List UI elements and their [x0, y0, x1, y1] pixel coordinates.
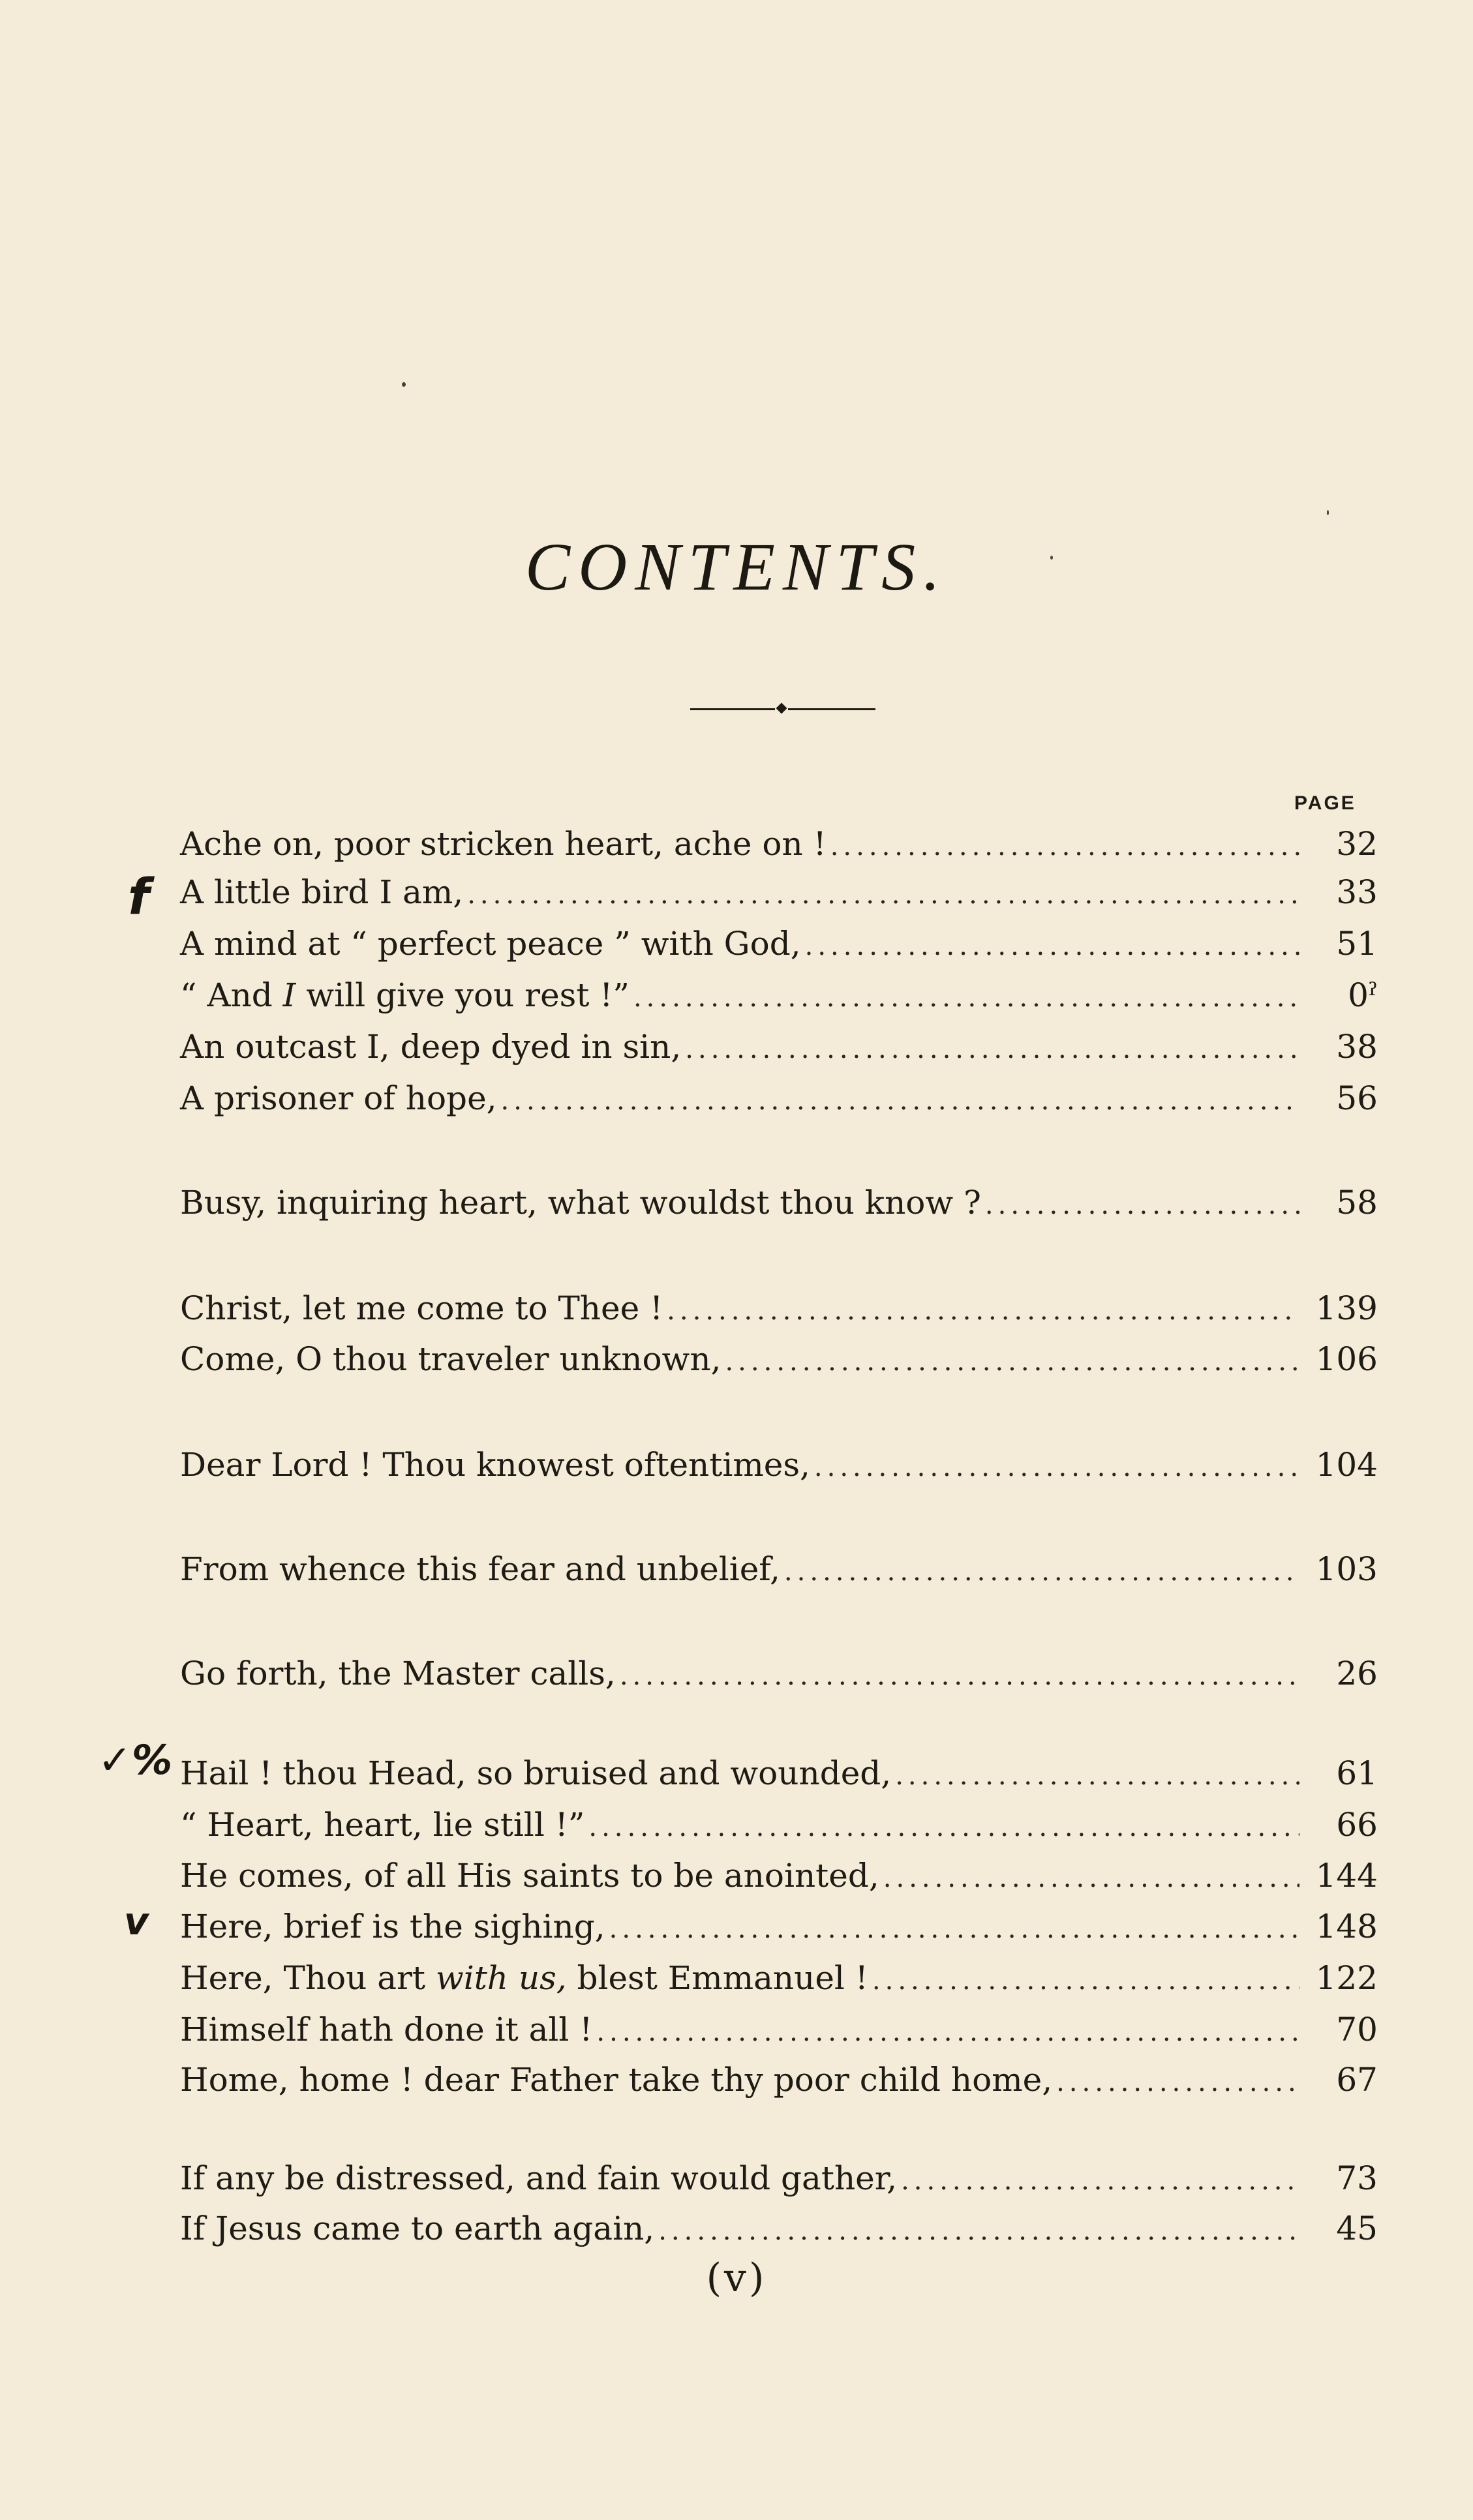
page-folio: (v)	[706, 2255, 767, 2301]
dot-leader	[784, 1552, 1299, 1592]
toc-entry-title: Go forth, the Master calls,	[180, 1655, 616, 1692]
toc-entry	[180, 2158, 1378, 2198]
dot-leader	[467, 875, 1299, 915]
toc-entry-title: Home, home ! dear Father take thy poor child home,	[180, 2061, 1053, 2099]
page-title: CONTENTS.	[524, 530, 949, 605]
toc-entry	[180, 1288, 1378, 1328]
toc-entry	[180, 1855, 1378, 1896]
toc-entry	[180, 923, 1378, 964]
toc-entry-title: Here, brief is the sighing,	[180, 1908, 605, 1945]
title-ornament	[690, 704, 875, 714]
toc-entry	[180, 1549, 1378, 1589]
ink-speck	[1327, 510, 1329, 515]
dot-leader	[501, 1081, 1299, 1121]
toc-entry-title: Busy, inquiring heart, what wouldst thou know ?	[180, 1184, 981, 1222]
toc-entry-page: 106	[1315, 1340, 1378, 1378]
toc-entry	[180, 1653, 1378, 1694]
dot-leader	[895, 1756, 1299, 1796]
toc-entry-page: 61	[1336, 1754, 1378, 1792]
toc-entry-page: 122	[1315, 1959, 1378, 1997]
toc-entry-page: 67	[1336, 2061, 1378, 2099]
toc-entry-title: Dear Lord ! Thou knowest oftentimes,	[180, 1446, 810, 1484]
toc-entry-page: 51	[1336, 925, 1378, 963]
handwritten-margin-mark: f	[128, 867, 150, 925]
toc-entry	[180, 1078, 1378, 1118]
dot-leader	[633, 978, 1299, 1018]
toc-entry-title: Hail ! thou Head, so bruised and wounded,	[180, 1754, 892, 1792]
toc-entry	[180, 1339, 1378, 1379]
toc-entry-page: 0ˀ	[1348, 976, 1378, 1014]
toc-entry-page: 148	[1315, 1908, 1378, 1945]
toc-entry	[180, 2009, 1378, 2050]
dot-leader	[814, 1447, 1299, 1488]
toc-entry	[180, 2060, 1378, 2100]
dot-leader	[805, 926, 1299, 967]
toc-entry	[180, 824, 1378, 864]
dot-leader	[609, 1909, 1299, 1949]
toc-entry	[180, 1805, 1378, 1845]
toc-entry-title: Come, O thou traveler unknown,	[180, 1340, 721, 1378]
toc-entry-title: “ Heart, heart, lie still !”	[180, 1806, 585, 1844]
dot-leader	[1056, 2062, 1299, 2103]
toc-entry-title: Here, Thou art with us, blest Emmanuel !	[180, 1959, 868, 1997]
toc-entry	[180, 1027, 1378, 1067]
dot-leader	[872, 1960, 1299, 2001]
toc-entry-page: 56	[1336, 1079, 1378, 1117]
dot-leader	[588, 1807, 1299, 1848]
toc-entry-page: 104	[1315, 1446, 1378, 1484]
toc-entry-title: Himself hath done it all !	[180, 2011, 593, 2048]
toc-entry-title: Christ, let me come to Thee !	[180, 1289, 663, 1327]
toc-entry	[180, 2208, 1378, 2249]
toc-entry-page: 144	[1315, 1857, 1378, 1895]
page-column-header: PAGE	[1294, 792, 1356, 814]
toc-entry-page: 33	[1336, 873, 1378, 911]
toc-entry-title: “ And I will give you rest !”	[180, 976, 630, 1014]
handwritten-margin-mark: ✓%	[98, 1736, 173, 1784]
toc-entry-title: If Jesus came to earth again,	[180, 2210, 655, 2247]
toc-entry	[180, 1753, 1378, 1793]
toc-entry-page: 32	[1336, 825, 1378, 863]
dot-leader	[901, 2161, 1299, 2201]
toc-entry-page: 38	[1336, 1028, 1378, 1066]
dot-leader	[725, 1342, 1299, 1382]
toc-entry-title: A mind at “ perfect peace ” with God,	[180, 925, 801, 963]
toc-entry-page: 73	[1336, 2159, 1378, 2197]
toc-entry	[180, 1958, 1378, 1998]
toc-entry-page: 139	[1315, 1289, 1378, 1327]
toc-entry-page: 58	[1336, 1184, 1378, 1222]
toc-entry-page: 45	[1336, 2210, 1378, 2247]
dot-leader	[883, 1858, 1299, 1898]
dot-leader	[985, 1185, 1299, 1225]
handwritten-margin-mark: v	[124, 1899, 149, 1943]
toc-entry-title: Ache on, poor stricken heart, ache on !	[180, 825, 827, 863]
toc-entry-page: 26	[1336, 1655, 1378, 1692]
toc-entry-title: A little bird I am,	[180, 873, 464, 911]
dot-leader	[685, 1029, 1299, 1070]
toc-entry-title: An outcast I, deep dyed in sin,	[180, 1028, 682, 1066]
dot-leader	[830, 826, 1299, 867]
toc-entry-page: 66	[1336, 1806, 1378, 1844]
toc-entry-title: If any be distressed, and fain would gather,	[180, 2159, 898, 2197]
toc-entry	[180, 1182, 1378, 1223]
toc-entry	[180, 872, 1378, 912]
toc-entry	[180, 975, 1378, 1015]
dot-leader	[667, 1291, 1299, 1331]
ink-speck	[402, 382, 406, 387]
dot-leader	[620, 1656, 1299, 1696]
toc-entry-page: 70	[1336, 2011, 1378, 2048]
toc-entry-title: A prisoner of hope,	[180, 1079, 497, 1117]
dot-leader	[658, 2211, 1299, 2251]
dot-leader	[596, 2012, 1299, 2052]
toc-entry	[180, 1445, 1378, 1485]
toc-entry-title: He comes, of all His saints to be anointed,	[180, 1857, 879, 1895]
toc-entry-page: 103	[1315, 1550, 1378, 1588]
toc-entry-title: From whence this fear and unbelief,	[180, 1550, 780, 1588]
toc-entry	[180, 1906, 1378, 1947]
